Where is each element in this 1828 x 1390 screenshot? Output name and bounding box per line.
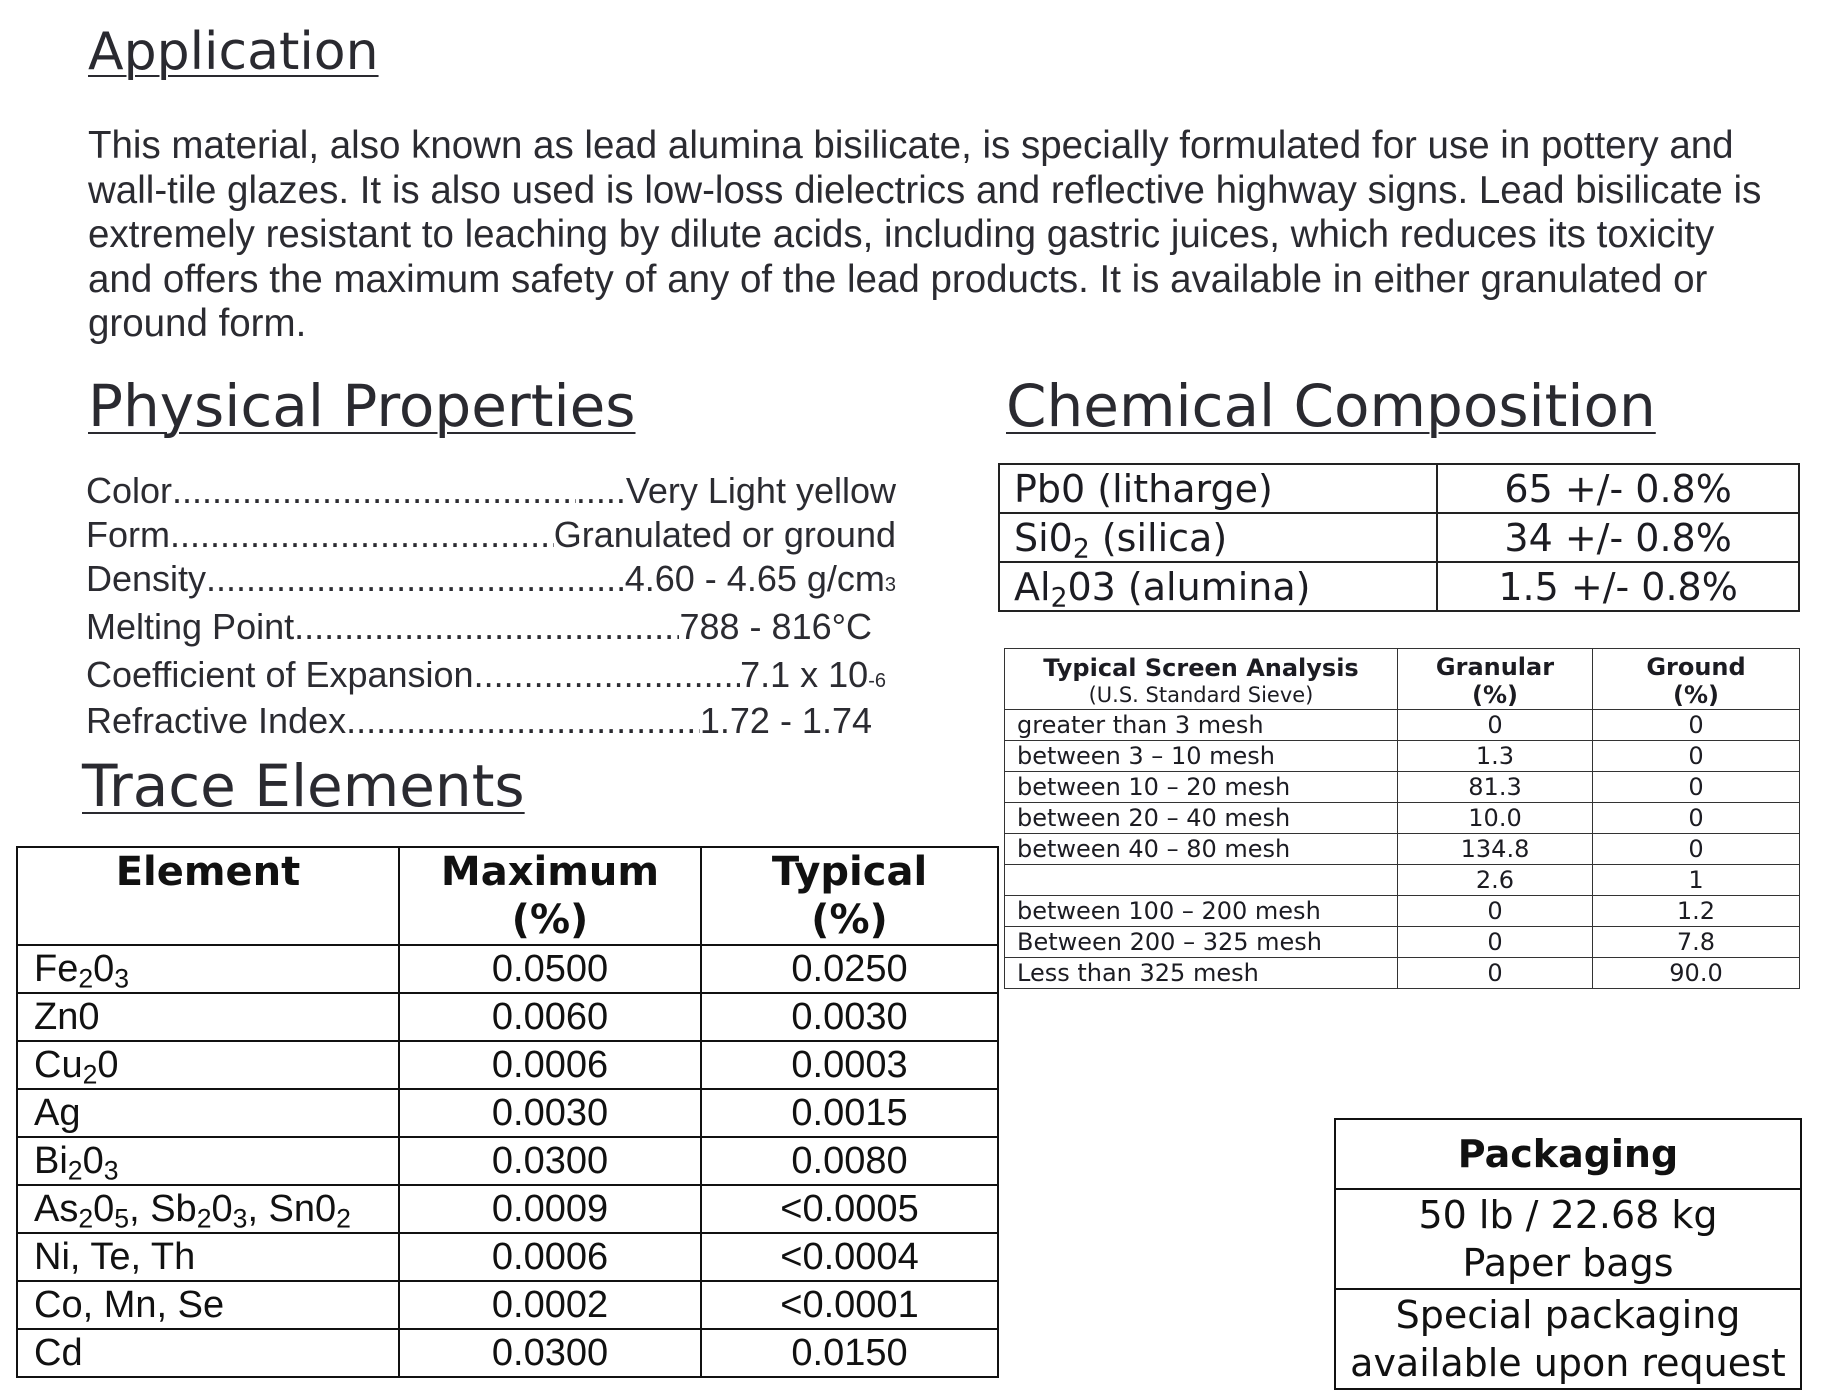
trace-maximum: 0.0006: [399, 1041, 701, 1089]
trace-typical: <0.0001: [701, 1281, 998, 1329]
property-label: Form: [86, 514, 170, 555]
screen-granular: 0: [1398, 710, 1593, 741]
screen-analysis-table: [1004, 648, 1800, 989]
trace-typical: 0.0003: [701, 1041, 998, 1089]
composition-compound: Al203 (alumina): [999, 562, 1437, 611]
screen-ground: 1: [1593, 865, 1800, 896]
physical-properties-heading: Physical Properties: [88, 372, 636, 440]
trace-element: As205, Sb203, Sn02: [17, 1185, 399, 1233]
table-row: [1005, 958, 1800, 989]
table-row: [17, 1137, 998, 1185]
trace-elements-heading: Trace Elements: [82, 752, 525, 820]
table-row: [1005, 834, 1800, 865]
screen-granular: 10.0: [1398, 803, 1593, 834]
property-value: 7.1 x 10: [740, 654, 869, 695]
packaging-option-special: Special packaging available upon request: [1335, 1289, 1801, 1389]
property-coefficient-of-expansion: [86, 654, 886, 700]
property-melting-point: [86, 606, 872, 654]
screen-mesh: Between 200 – 325 mesh: [1005, 927, 1398, 958]
table-row: [1005, 927, 1800, 958]
trace-element: Co, Mn, Se: [17, 1281, 399, 1329]
trace-typical: <0.0005: [701, 1185, 998, 1233]
screen-ground: 1.2: [1593, 896, 1800, 927]
screen-table-body: [1005, 710, 1800, 989]
trace-typical: 0.0015: [701, 1089, 998, 1137]
table-header-row: [17, 847, 998, 945]
screen-header-title: Typical Screen Analysis (U.S. Standard Sieve): [1005, 649, 1398, 710]
trace-maximum: 0.0009: [399, 1185, 701, 1233]
table-row: [1005, 865, 1800, 896]
screen-mesh: between 10 – 20 mesh: [1005, 772, 1398, 803]
trace-typical: 0.0150: [701, 1329, 998, 1377]
table-row: [1005, 710, 1800, 741]
screen-mesh: between 20 – 40 mesh: [1005, 803, 1398, 834]
application-description: This material, also known as lead alumina bisilicate, is specially formulated for use in pottery and wall-tile glazes. It is also used is low-loss dielectrics and reflective highway signs. Lead bisilicate is extremely resistant to leaching by dilute acids, including gastric juices, which reduces its toxicity and offers the maximum safety of any of the lead products. It is available in either granulated or ground form.: [88, 124, 1762, 345]
table-row: [17, 945, 998, 993]
table-row: [999, 562, 1799, 611]
screen-ground: 0: [1593, 710, 1800, 741]
packaging-table: [1334, 1118, 1802, 1390]
screen-mesh: [1005, 865, 1398, 896]
table-row: [1335, 1119, 1801, 1189]
trace-typical: 0.0250: [701, 945, 998, 993]
composition-value: 34 +/- 0.8%: [1437, 513, 1799, 562]
screen-granular: 81.3: [1398, 772, 1593, 803]
table-row: [1005, 772, 1800, 803]
trace-maximum: 0.0060: [399, 993, 701, 1041]
screen-header-ground: Ground (%): [1593, 649, 1800, 710]
table-row: [1005, 741, 1800, 772]
composition-compound: Pb0 (litharge): [999, 464, 1437, 513]
table-row: [17, 993, 998, 1041]
trace-element: Bi203: [17, 1137, 399, 1185]
trace-elements-table: [16, 846, 999, 1378]
property-label: Coefficient of Expansion: [86, 654, 474, 695]
physical-properties-list: [86, 470, 896, 744]
screen-ground: 0: [1593, 834, 1800, 865]
table-row: [1005, 896, 1800, 927]
screen-granular: 1.3: [1398, 741, 1593, 772]
property-superscript: 3: [884, 574, 896, 596]
screen-granular: 0: [1398, 927, 1593, 958]
screen-header-granular: Granular (%): [1398, 649, 1593, 710]
trace-typical: <0.0004: [701, 1233, 998, 1281]
table-row: [17, 1185, 998, 1233]
trace-maximum: 0.0030: [399, 1089, 701, 1137]
screen-ground: 0: [1593, 803, 1800, 834]
chemical-composition-heading: Chemical Composition: [1006, 372, 1656, 440]
property-value: 4.60 - 4.65 g/cm: [624, 558, 885, 599]
screen-mesh: greater than 3 mesh: [1005, 710, 1398, 741]
trace-header-typical: Typical (%): [701, 847, 998, 945]
table-row: [1005, 803, 1800, 834]
screen-granular: 2.6: [1398, 865, 1593, 896]
table-row: [999, 513, 1799, 562]
property-value: 1.72 - 1.74: [699, 700, 872, 741]
composition-compound: Si02 (silica): [999, 513, 1437, 562]
composition-value: 1.5 +/- 0.8%: [1437, 562, 1799, 611]
trace-typical: 0.0030: [701, 993, 998, 1041]
trace-header-element: Element: [17, 847, 399, 945]
screen-mesh: between 40 – 80 mesh: [1005, 834, 1398, 865]
trace-header-maximum: Maximum (%): [399, 847, 701, 945]
screen-mesh: Less than 325 mesh: [1005, 958, 1398, 989]
composition-value: 65 +/- 0.8%: [1437, 464, 1799, 513]
property-value: 788 - 816°C: [679, 606, 872, 647]
trace-maximum: 0.0500: [399, 945, 701, 993]
property-density: [86, 558, 896, 606]
property-label: Melting Point: [86, 606, 295, 647]
property-label: Refractive Index: [86, 700, 347, 741]
application-heading: Application: [88, 22, 379, 82]
table-row: [17, 1329, 998, 1377]
trace-element: Cd: [17, 1329, 399, 1377]
table-row: [17, 1233, 998, 1281]
table-row: [1335, 1189, 1801, 1289]
trace-maximum: 0.0002: [399, 1281, 701, 1329]
trace-element: Fe203: [17, 945, 399, 993]
trace-typical: 0.0080: [701, 1137, 998, 1185]
screen-mesh: between 100 – 200 mesh: [1005, 896, 1398, 927]
property-color: [86, 470, 896, 514]
screen-ground: 90.0: [1593, 958, 1800, 989]
property-superscript: -6: [868, 670, 886, 692]
property-value: .....Very Light yellow: [575, 470, 896, 511]
screen-ground: 0: [1593, 741, 1800, 772]
packaging-heading: Packaging: [1335, 1119, 1801, 1189]
trace-element: Ag: [17, 1089, 399, 1137]
screen-ground: 0: [1593, 772, 1800, 803]
table-row: [17, 1041, 998, 1089]
chemical-composition-table: [998, 463, 1800, 612]
trace-maximum: 0.0006: [399, 1233, 701, 1281]
screen-granular: 0: [1398, 896, 1593, 927]
property-label: Density: [86, 558, 207, 599]
packaging-option-bags: 50 lb / 22.68 kg Paper bags: [1335, 1189, 1801, 1289]
trace-maximum: 0.0300: [399, 1137, 701, 1185]
table-row: [17, 1281, 998, 1329]
trace-element: Ni, Te, Th: [17, 1233, 399, 1281]
trace-table-body: [17, 945, 998, 1377]
table-row: [17, 1089, 998, 1137]
table-row: [999, 464, 1799, 513]
trace-element: Cu20: [17, 1041, 399, 1089]
screen-ground: 7.8: [1593, 927, 1800, 958]
property-refractive-index: [86, 700, 872, 744]
screen-granular: 0: [1398, 958, 1593, 989]
trace-maximum: 0.0300: [399, 1329, 701, 1377]
property-value: Granulated or ground: [553, 514, 896, 555]
trace-element: Zn0: [17, 993, 399, 1041]
table-header-row: [1005, 649, 1800, 710]
screen-mesh: between 3 – 10 mesh: [1005, 741, 1398, 772]
property-form: [86, 514, 896, 558]
table-row: [1335, 1289, 1801, 1389]
property-label: Color: [86, 470, 173, 511]
screen-granular: 134.8: [1398, 834, 1593, 865]
